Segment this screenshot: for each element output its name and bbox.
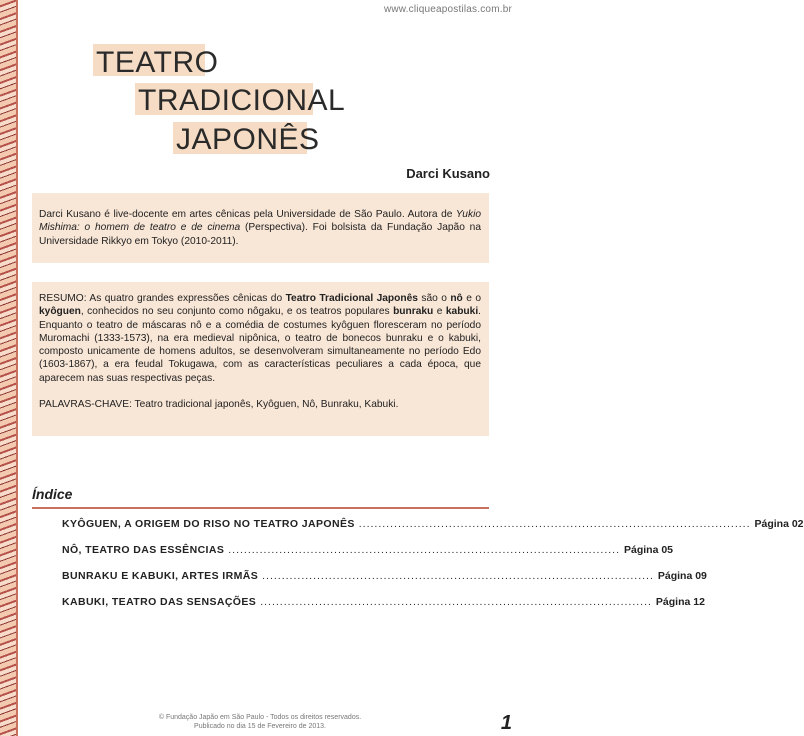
abstract-bold: kabuki bbox=[445, 306, 479, 318]
abstract-part: e bbox=[433, 306, 446, 318]
toc-entry-title[interactable]: KABUKI, TEATRO DAS SENSAÇÕES bbox=[62, 596, 257, 608]
toc-leader-dots: .................................................................................................... bbox=[358, 518, 751, 530]
site-url[interactable]: www.cliqueapostilas.com.br bbox=[383, 4, 512, 15]
copyright-text: © Fundação Japão em São Paulo - Todos os direitos reservados. bbox=[158, 714, 362, 721]
abstract-bold: bunraku bbox=[393, 306, 434, 318]
abstract-bold: kyôguen bbox=[39, 306, 81, 318]
toc-entry[interactable] bbox=[62, 518, 804, 544]
author-name: Darci Kusano bbox=[406, 166, 490, 181]
toc-leader-dots: .................................................................................................... bbox=[228, 544, 620, 556]
toc-entry-title[interactable]: BUNRAKU E KABUKI, ARTES IRMÃS bbox=[62, 570, 259, 582]
toc-entry-page[interactable]: Página 09 bbox=[657, 570, 707, 582]
bio-text-part: (Perspectiva). Foi bolsista da Fundação Japão na Universidade Rikkyo em Tokyo (2010-2011). bbox=[39, 222, 481, 247]
toc-entry-page[interactable]: Página 05 bbox=[624, 544, 674, 556]
publication-date: Publicado no dia 15 de Fevereiro de 2013. bbox=[194, 723, 326, 730]
bio-text bbox=[39, 208, 481, 248]
abstract-box bbox=[32, 282, 489, 436]
abstract-part: , conhecidos no seu conjunto como nôgaku, e os teatros populares bbox=[80, 306, 394, 318]
toc-entry[interactable] bbox=[62, 544, 674, 570]
index-divider bbox=[32, 507, 489, 509]
toc-entry-page[interactable]: Página 12 bbox=[655, 596, 705, 608]
abstract-part: e o bbox=[462, 293, 481, 304]
abstract-part: . Enquanto o teatro de máscaras nô e a comédia de costumes kyôguen floresceram no período Muromachi (1333-1573), na era medieval nipônica, o teatro de bonecos bunraku e o kabuki, composto unicamente de homens adultos, se desenvolveram simultaneamente no período Edo (1603-1867), a era feudal Tokugawa, com as características peculiares a cada época, que aparecem nas suas respectivas peças. bbox=[39, 306, 481, 384]
abstract-bold: nô bbox=[450, 293, 463, 304]
toc-entry-title[interactable]: NÔ, TEATRO DAS ESSÊNCIAS bbox=[62, 544, 225, 556]
toc-leader-dots: .................................................................................................... bbox=[260, 596, 652, 608]
toc-entry[interactable] bbox=[62, 570, 707, 596]
abstract-bold: Teatro Tradicional Japonês bbox=[285, 293, 418, 304]
bio-box bbox=[32, 193, 489, 263]
decorative-border bbox=[0, 0, 18, 736]
footer bbox=[0, 713, 520, 731]
page-number: 1 bbox=[500, 712, 512, 734]
title-line-2: TRADICIONAL bbox=[138, 84, 346, 117]
bio-text-part: Darci Kusano é live-docente em artes cênicas pela Universidade de São Paulo. Autora de bbox=[39, 209, 456, 220]
table-of-contents bbox=[62, 518, 804, 622]
abstract-part: RESUMO: As quatro grandes expressões cênicas do bbox=[39, 293, 286, 304]
abstract-part: são o bbox=[417, 293, 451, 304]
toc-entry-title[interactable]: KYÔGUEN, A ORIGEM DO RISO NO TEATRO JAPONÊS bbox=[62, 518, 355, 530]
bio-book-title: Yukio Mishima: o homem de teatro e de cinema bbox=[39, 209, 481, 234]
title-line-1: TEATRO bbox=[96, 46, 219, 79]
keywords-text: PALAVRAS-CHAVE: Teatro tradicional japonês, Kyôguen, Nô, Bunraku, Kabuki. bbox=[39, 399, 399, 411]
title-line-3: JAPONÊS bbox=[176, 123, 320, 156]
toc-leader-dots: .................................................................................................... bbox=[262, 570, 654, 582]
toc-entry[interactable] bbox=[62, 596, 705, 622]
abstract-text bbox=[39, 292, 481, 385]
index-heading: Índice bbox=[32, 486, 73, 502]
toc-entry-page[interactable]: Página 02 bbox=[754, 518, 804, 530]
